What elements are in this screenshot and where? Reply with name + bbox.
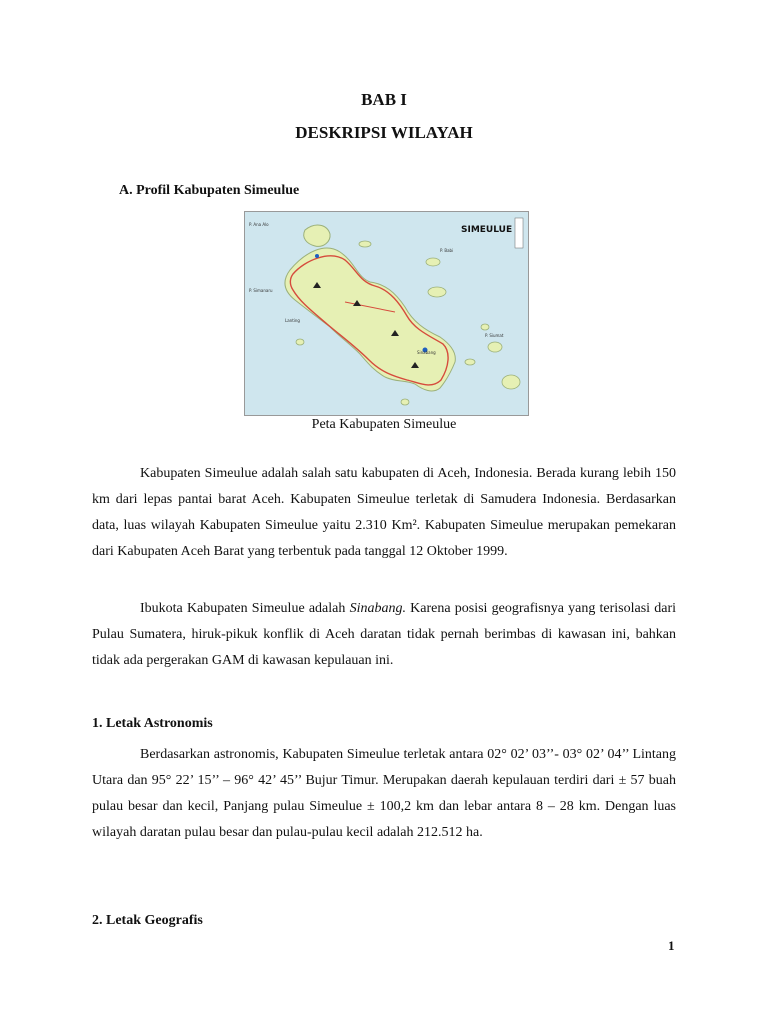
map-label: P. Siumat (485, 333, 504, 338)
chapter-title: DESKRIPSI WILAYAH (295, 123, 473, 142)
section-heading-profil: A. Profil Kabupaten Simeulue (119, 183, 300, 198)
map-label: P. Babi (440, 248, 454, 253)
map-label: P. Simanaru (249, 288, 273, 293)
page-number: 1 (668, 938, 675, 953)
map-label: P. Ana Alo (249, 222, 269, 227)
paragraph-1: Kabupaten Simeulue adalah salah satu kabupaten di Aceh, Indonesia. Berada kurang lebih 150 km dari lepas pantai barat Aceh. Kabupaten Simeulue terletak di Samudera Indonesia. Berdasarkan data, luas wilayah Kabupaten Simeulue yaitu 2.310 Km². Kabupaten Simeulue merupakan pemekaran dari Kabupaten Aceh Barat yang terbentuk pada tanggal 12 Oktober 1999. (92, 466, 676, 559)
map-caption: Peta Kabupaten Simeulue (311, 417, 457, 432)
map-label: Lanting (285, 318, 300, 323)
map-image (244, 211, 529, 416)
subheading-letak-geografis: 2. Letak Geografis (92, 913, 203, 928)
map-label: Sinabang (417, 350, 436, 355)
paragraph-3: Berdasarkan astronomis, Kabupaten Simeulue terletak antara 02° 02’ 03’’- 03° 02’ 04’’ Lintang Utara dan 95° 22’ 15’’ – 96° 42’ 45’’ Bujur Timur. Merupakan daerah kepulauan terdiri dari ± 57 buah pulau besar dan kecil, Panjang pulau Simeulue ± 100,2 km dan lebar antara 8 – 28 km. Dengan luas wilayah daratan pulau besar dan pulau-pulau kecil adalah 212.512 ha. (92, 747, 676, 840)
map-title: SIMEULUE (461, 225, 513, 235)
chapter-number: BAB I (361, 90, 407, 109)
paragraph-2: Ibukota Kabupaten Simeulue adalah Sinabang. Karena posisi geografisnya yang terisolasi dari Pulau Sumatera, hiruk-pikuk konflik di Aceh daratan tidak pernah berimbas di kawasan ini, bahkan tidak ada pergerakan GAM di kawasan kepulauan ini. (92, 601, 677, 668)
subheading-letak-astronomis: 1. Letak Astronomis (92, 716, 213, 731)
simeulue-map (245, 212, 528, 415)
